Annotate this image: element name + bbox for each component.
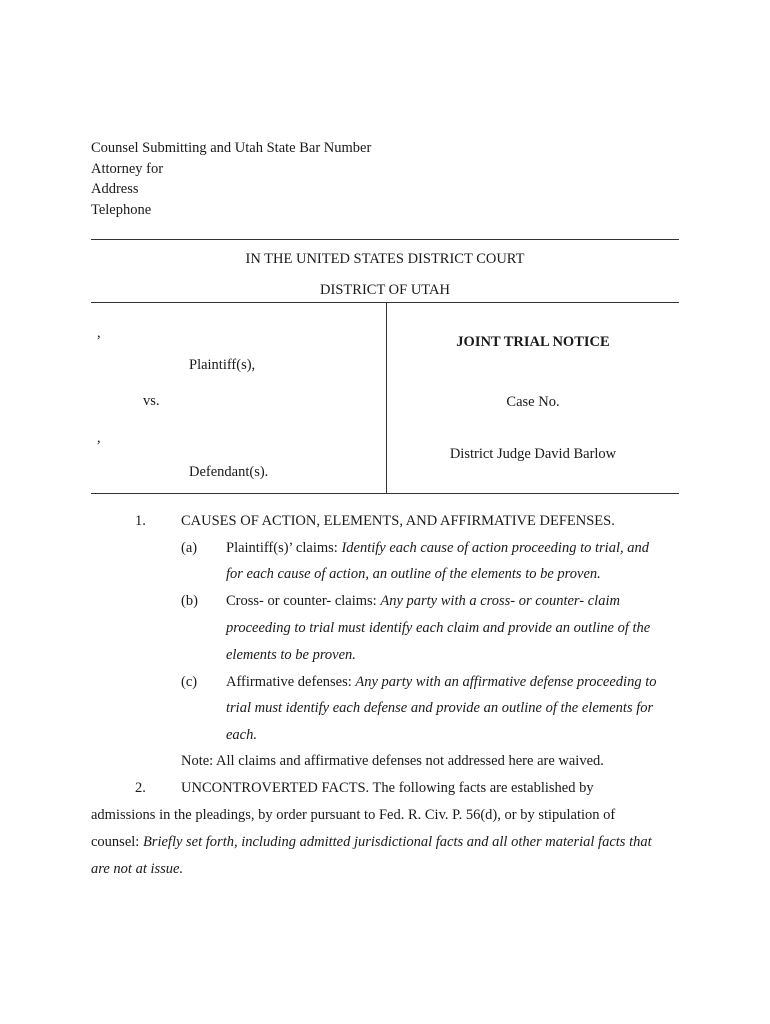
item-b-line-3: elements to be proven. <box>226 647 356 663</box>
caption-bottom-rule <box>91 493 679 494</box>
attorney-for-line: Attorney for <box>91 161 164 177</box>
item-c-line-1 <box>226 674 656 691</box>
section-2-counsel-label: counsel: <box>91 834 143 850</box>
telephone-line: Telephone <box>91 202 152 218</box>
item-b-letter: (b) <box>181 593 198 609</box>
counsel-line: Counsel Submitting and Utah State Bar Number <box>91 140 372 156</box>
address-line: Address <box>91 181 139 197</box>
heading-top-rule <box>91 239 679 240</box>
item-a-letter: (a) <box>181 540 198 556</box>
court-name: IN THE UNITED STATES DISTRICT COURT <box>245 251 525 267</box>
caption-top-rule <box>91 302 679 303</box>
defendant-name-blank: , <box>97 430 101 446</box>
item-a-instruction: Identify each cause of action proceeding to trial, and <box>341 540 649 556</box>
item-c-line-3: each. <box>226 727 257 743</box>
item-b-line-1 <box>226 593 620 610</box>
defendant-label: Defendant(s). <box>189 464 269 480</box>
section-2-line-3 <box>91 834 652 851</box>
waiver-note: Note: All claims and affirmative defenses not addressed here are waived. <box>181 753 604 769</box>
document-title: JOINT TRIAL NOTICE <box>456 334 610 350</box>
versus-label: vs. <box>143 393 160 409</box>
item-a-line-1 <box>226 540 649 557</box>
item-b-instruction: Any party with a cross- or counter- claim <box>380 593 620 609</box>
court-district: DISTRICT OF UTAH <box>320 282 450 298</box>
case-number: Case No. <box>506 394 560 410</box>
plaintiff-label: Plaintiff(s), <box>189 357 256 373</box>
plaintiff-name-blank: , <box>97 325 101 341</box>
section-1-heading: CAUSES OF ACTION, ELEMENTS, AND AFFIRMATIVE DEFENSES. <box>181 513 615 529</box>
item-b-line-2: proceeding to trial must identify each claim and provide an outline of the <box>226 620 651 636</box>
item-a-line-2: for each cause of action, an outline of the elements to be proven. <box>226 566 601 582</box>
judge-name: District Judge David Barlow <box>449 446 617 462</box>
section-1-number: 1. <box>135 513 146 529</box>
section-2-line-1: UNCONTROVERTED FACTS. The following facts are established by <box>181 780 594 796</box>
item-c-line-2: trial must identify each defense and provide an outline of the elements for <box>226 700 654 716</box>
item-c-letter: (c) <box>181 674 198 690</box>
section-2-line-4: are not at issue. <box>91 861 184 877</box>
item-c-instruction: Any party with an affirmative defense proceeding to <box>355 674 657 690</box>
section-2-number: 2. <box>135 780 146 796</box>
section-2-line-2: admissions in the pleadings, by order pursuant to Fed. R. Civ. P. 56(d), or by stipulation of <box>91 807 616 823</box>
item-b-label: Cross- or counter- claims: <box>226 593 381 609</box>
item-c-label: Affirmative defenses: <box>226 674 356 690</box>
section-2-instruction: Briefly set forth, including admitted jurisdictional facts and all other material facts that <box>142 834 652 850</box>
item-a-label: Plaintiff(s)’ claims: <box>226 540 342 556</box>
